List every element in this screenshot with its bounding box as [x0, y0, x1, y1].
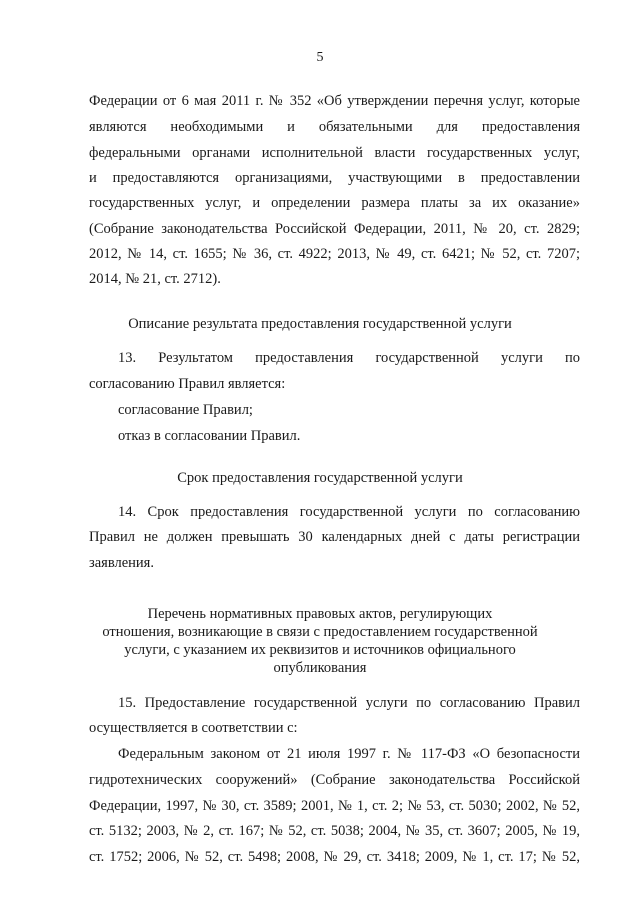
- section-heading: опубликования: [273, 660, 367, 676]
- paragraph-line: 2012, № 14, ст. 1655; № 36, ст. 4922; 2013, № 49, ст. 6421; № 52, ст. 7207;: [89, 246, 580, 262]
- paragraph-line: федеральными органами исполнительной власти государственных услуг,: [89, 145, 580, 161]
- section-heading: отношения, возникающие в связи с предоставлением государственной: [102, 624, 538, 640]
- paragraph-line: и предоставляются организациями, участвующими в предоставлении: [89, 170, 580, 186]
- section-heading: Перечень нормативных правовых актов, регулирующих: [147, 606, 493, 622]
- page-number: 5: [316, 50, 324, 65]
- list-item: согласование Правил;: [118, 402, 253, 418]
- section-heading: Срок предоставления государственной услуги: [177, 470, 463, 486]
- paragraph-line: 2014, № 21, ст. 2712).: [89, 271, 221, 287]
- paragraph-line: Федеральным законом от 21 июля 1997 г. № 117-ФЗ «О безопасности: [118, 746, 580, 762]
- paragraph-line: государственных услуг, и определении размера платы за их оказание»: [89, 195, 580, 211]
- paragraph-line: гидротехнических сооружений» (Собрание законодательства Российской: [89, 772, 580, 788]
- paragraph-line: 13. Результатом предоставления государственной услуги по: [118, 350, 580, 366]
- paragraph-line: ст. 5132; 2003, № 2, ст. 167; № 52, ст. 5038; 2004, № 35, ст. 3607; 2005, № 19,: [89, 823, 580, 839]
- paragraph-line: (Собрание законодательства Российской Федерации, 2011, № 20, ст. 2829;: [89, 221, 580, 237]
- paragraph-line: 14. Срок предоставления государственной услуги по согласованию: [118, 504, 580, 520]
- section-heading: Описание результата предоставления государственной услуги: [128, 316, 512, 332]
- paragraph-line: заявления.: [89, 555, 154, 571]
- paragraph-line: ст. 1752; 2006, № 52, ст. 5498; 2008, № 29, ст. 3418; 2009, № 1, ст. 17; № 52,: [89, 849, 580, 865]
- paragraph-line: Правил не должен превышать 30 календарных дней с даты регистрации: [89, 529, 580, 545]
- paragraph-line: Федерации, 1997, № 30, ст. 3589; 2001, № 1, ст. 2; № 53, ст. 5030; 2002, № 52,: [89, 798, 580, 814]
- list-item: отказ в согласовании Правил.: [118, 428, 301, 444]
- paragraph-line: Федерации от 6 мая 2011 г. № 352 «Об утверждении перечня услуг, которые: [89, 93, 580, 109]
- paragraph-line: 15. Предоставление государственной услуги по согласованию Правил: [118, 695, 580, 711]
- section-heading: услуги, с указанием их реквизитов и источников официального: [124, 642, 516, 658]
- paragraph-line: являются необходимыми и обязательными для предоставления: [89, 119, 580, 135]
- paragraph-line: согласованию Правил является:: [89, 376, 286, 392]
- paragraph-line: осуществляется в соответствии с:: [89, 720, 298, 736]
